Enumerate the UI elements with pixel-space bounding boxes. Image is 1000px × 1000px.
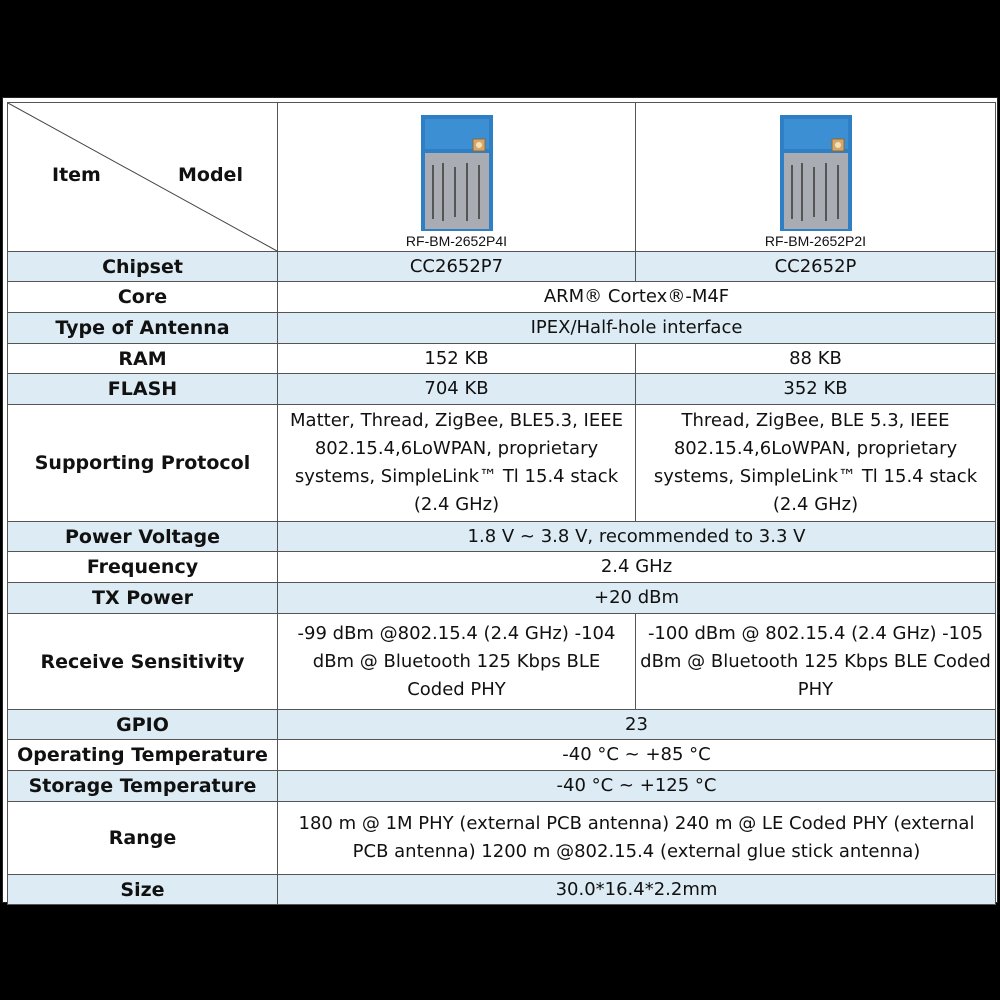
gpio-value: 23 [278,710,996,740]
power-voltage-label: Power Voltage [8,522,278,552]
item-model-corner-cell [8,103,278,252]
receive-sensitivity-label: Receive Sensitivity [8,614,278,710]
row-gpio [8,710,996,740]
operating-temperature-label: Operating Temperature [8,740,278,771]
storage-temperature-label: Storage Temperature [8,771,278,802]
model-name-1: RF-BM-2652P4I [405,233,508,249]
model-name-2: RF-BM-2652P2I [764,233,867,249]
receive-sensitivity-value-2: -100 dBm @ 802.15.4 (2.4 GHz) -105 dBm @ Bluetooth 125 Kbps BLE Coded PHY [636,614,996,710]
spec-sheet [2,97,998,903]
tx-power-value: +20 dBm [278,583,996,614]
frequency-value: 2.4 GHz [278,552,996,583]
flash-value-2: 352 KB [636,374,996,405]
range-label: Range [8,802,278,875]
supporting-protocol-value-1: Matter, Thread, ZigBee, BLE5.3, IEEE 802.15.4,6LoWPAN, proprietary systems, SimpleLink™ Tl 15.4 stack (2.4 GHz) [278,405,636,522]
row-supporting-protocol [8,405,996,522]
spec-table [7,102,996,905]
row-receive-sensitivity [8,614,996,710]
core-value: ARM® Cortex®-M4F [278,282,996,313]
model-cell-2 [636,103,996,252]
gpio-label: GPIO [8,710,278,740]
header-row [8,103,996,252]
row-storage-temperature [8,771,996,802]
antenna-type-label: Type of Antenna [8,313,278,344]
model-cell-1 [278,103,636,252]
model-label: Model [178,164,243,186]
flash-value-1: 704 KB [278,374,636,405]
ram-label: RAM [8,344,278,374]
row-operating-temperature [8,740,996,771]
flash-label: FLASH [8,374,278,405]
row-ram [8,344,996,374]
row-range [8,802,996,875]
chipset-label: Chipset [8,252,278,282]
row-core [8,282,996,313]
tx-power-label: TX Power [8,583,278,614]
power-voltage-value: 1.8 V ~ 3.8 V, recommended to 3.3 V [278,522,996,552]
ram-value-2: 88 KB [636,344,996,374]
size-value: 30.0*16.4*2.2mm [278,875,996,905]
row-chipset [8,252,996,282]
row-frequency [8,552,996,583]
row-flash [8,374,996,405]
row-tx-power [8,583,996,614]
range-value: 180 m @ 1M PHY (external PCB antenna) 240 m @ LE Coded PHY (external PCB antenna) 1200 m @802.15.4 (external glue stick antenna) [278,802,996,875]
item-label: Item [52,164,101,186]
operating-temperature-value: -40 °C ~ +85 °C [278,740,996,771]
antenna-type-value: IPEX/Half-hole interface [278,313,996,344]
row-antenna-type [8,313,996,344]
supporting-protocol-label: Supporting Protocol [8,405,278,522]
supporting-protocol-value-2: Thread, ZigBee, BLE 5.3, IEEE 802.15.4,6LoWPAN, proprietary systems, SimpleLink™ Tl 15.4 stack (2.4 GHz) [636,405,996,522]
module-image-icon [780,115,852,231]
row-size [8,875,996,905]
chipset-value-2: CC2652P [636,252,996,282]
module-image-icon [421,115,493,231]
size-label: Size [8,875,278,905]
row-power-voltage [8,522,996,552]
ram-value-1: 152 KB [278,344,636,374]
receive-sensitivity-value-1: -99 dBm @802.15.4 (2.4 GHz) -104 dBm @ Bluetooth 125 Kbps BLE Coded PHY [278,614,636,710]
storage-temperature-value: -40 °C ~ +125 °C [278,771,996,802]
core-label: Core [8,282,278,313]
chipset-value-1: CC2652P7 [278,252,636,282]
frequency-label: Frequency [8,552,278,583]
